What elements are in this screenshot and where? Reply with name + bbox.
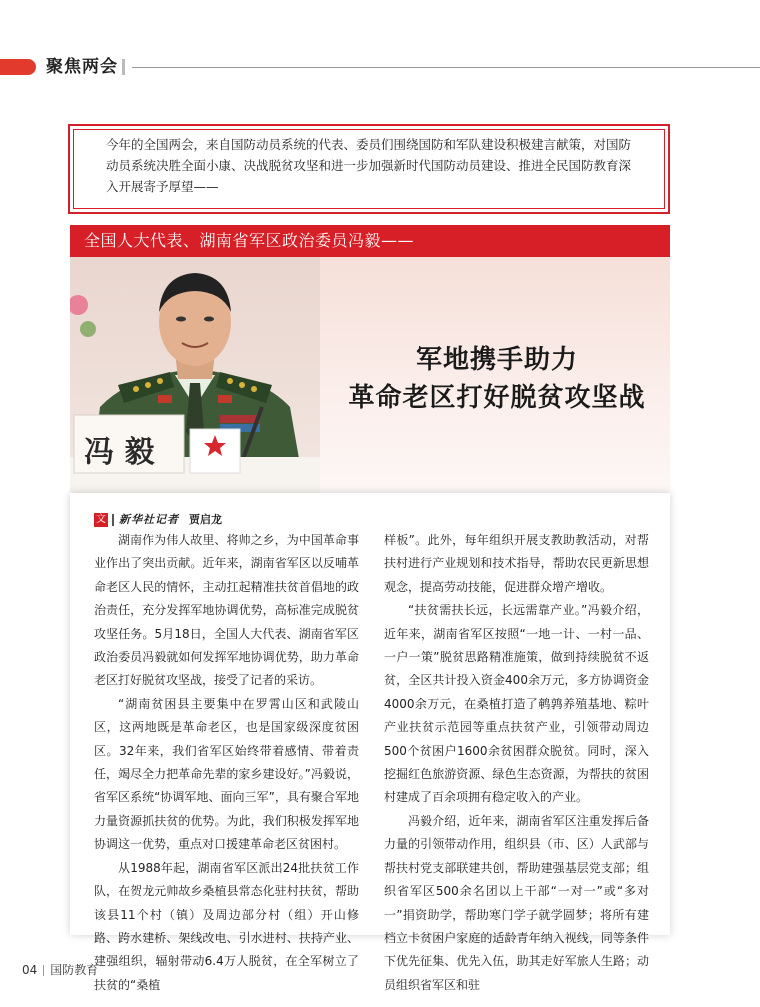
- page-number: 04: [22, 963, 38, 977]
- intro-text: 今年的全国两会，来自国防动员系统的代表、委员们围绕国防和军队建设积极建言献策，对国防动员系统决胜全面小康、决战脱贫攻坚和进一步加强新时代国防动员建设、推进全民国防教育深入开展寄予厚望——: [106, 137, 632, 194]
- article-column-right: [384, 529, 649, 997]
- section-separator: [122, 59, 125, 75]
- article-column-left: [94, 529, 359, 997]
- nameplate-text: 冯 毅: [84, 435, 155, 470]
- headline-line-2: 革命老区打好脱贫攻坚战: [348, 383, 646, 413]
- paragraph: 湖南作为伟人故里、将帅之乡，为中国革命事业作出了突出贡献。近年来，湖南省军区以反哺革命老区人民的情怀，主动扛起精准扶贫首倡地的政治责任，充分发挥军地协调优势，高标准完成脱贫攻坚任务。5月18日，全国人大代表、湖南省军区政治委员冯毅就如何发挥军地协调优势，助力革命老区打好脱贫攻坚战，接受了记者的采访。: [94, 533, 359, 688]
- headline: [332, 341, 662, 417]
- section-header: [0, 54, 760, 80]
- headline-line-1: 军地携手助力: [415, 345, 578, 375]
- magazine-name: 国防教育: [50, 963, 99, 977]
- byline-author: 贾启龙: [189, 513, 222, 526]
- page-footer: [22, 961, 98, 978]
- hero-section: [70, 257, 670, 493]
- paragraph: “扶贫需扶长远，长远需靠产业。”冯毅介绍，近年来，湖南省军区按照“一地一计、一村一品、一户一策”脱贫思路精准施策，做到持续脱贫不返贫，全区共计投入资金400余万元，多方协调资金4000余万元，在桑植打造了鹌鹑养殖基地、粽叶产业扶贫示范园等重点扶贫产业，引领带动周边500个贫困户1600余贫困群众脱贫。同时，深入挖掘红色旅游资源、绿色生态资源，为帮扶的贫困村建成了百余项拥有稳定收入的产业。: [384, 603, 649, 805]
- section-title: 聚焦两会: [46, 57, 118, 77]
- portrait-photo: [70, 257, 320, 493]
- section-rule: [132, 67, 760, 68]
- paragraph: 从1988年起，湖南省军区派出24批扶贫工作队，在贺龙元帅故乡桑植县常态化驻村扶贫，帮助该县11个村（镇）及周边部分村（组）开山修路、跨水建桥、架线改电、引水进村、扶持产业、建强组织，辐射带动6.4万人脱贫，在全军树立了扶贫的“桑植: [94, 860, 359, 992]
- byline: [94, 511, 222, 527]
- paragraph: 冯毅介绍，近年来，湖南省军区注重发挥后备力量的引领带动作用，组织县（市、区）人武部与帮扶村党支部联建共创，帮助建强基层党支部；组织省军区500余名团以上干部“一对一”或“多对一”捐资助学，帮助寒门学子就学圆梦；将所有建档立卡贫困户家庭的适龄青年纳入视线，同等条件下优先征集、优先入伍，助其走好军旅人生路；动员组织省军区和驻: [384, 813, 649, 992]
- paragraph: “湖南贫困县主要集中在罗霄山区和武陵山区，这两地既是革命老区，也是国家级深度贫困区。32年来，我们省军区始终带着感情、带着责任，竭尽全力把革命先辈的家乡建设好。”冯毅说，省军区系统“协调军地、面向三军”，具有聚合军地力量资源抓扶贫的优势。为此，我们积极发挥军地协调这一优势，重点对口援建革命老区贫困村。: [94, 696, 359, 852]
- intro-box: [68, 124, 670, 214]
- speaker-banner: [70, 225, 670, 257]
- paragraph: 样板”。此外，每年组织开展支教助教活动，对帮扶村进行产业规划和技术指导，帮助农民更新思想观念，提高劳动技能，促进群众增产增收。: [384, 533, 649, 594]
- byline-badge: 文: [96, 514, 106, 525]
- byline-agency: 新华社记者: [119, 513, 179, 526]
- footer-separator: [43, 965, 44, 976]
- byline-separator: [112, 514, 114, 526]
- section-marker: [0, 59, 36, 75]
- speaker-banner-text: 全国人大代表、湖南省军区政治委员冯毅——: [84, 231, 415, 250]
